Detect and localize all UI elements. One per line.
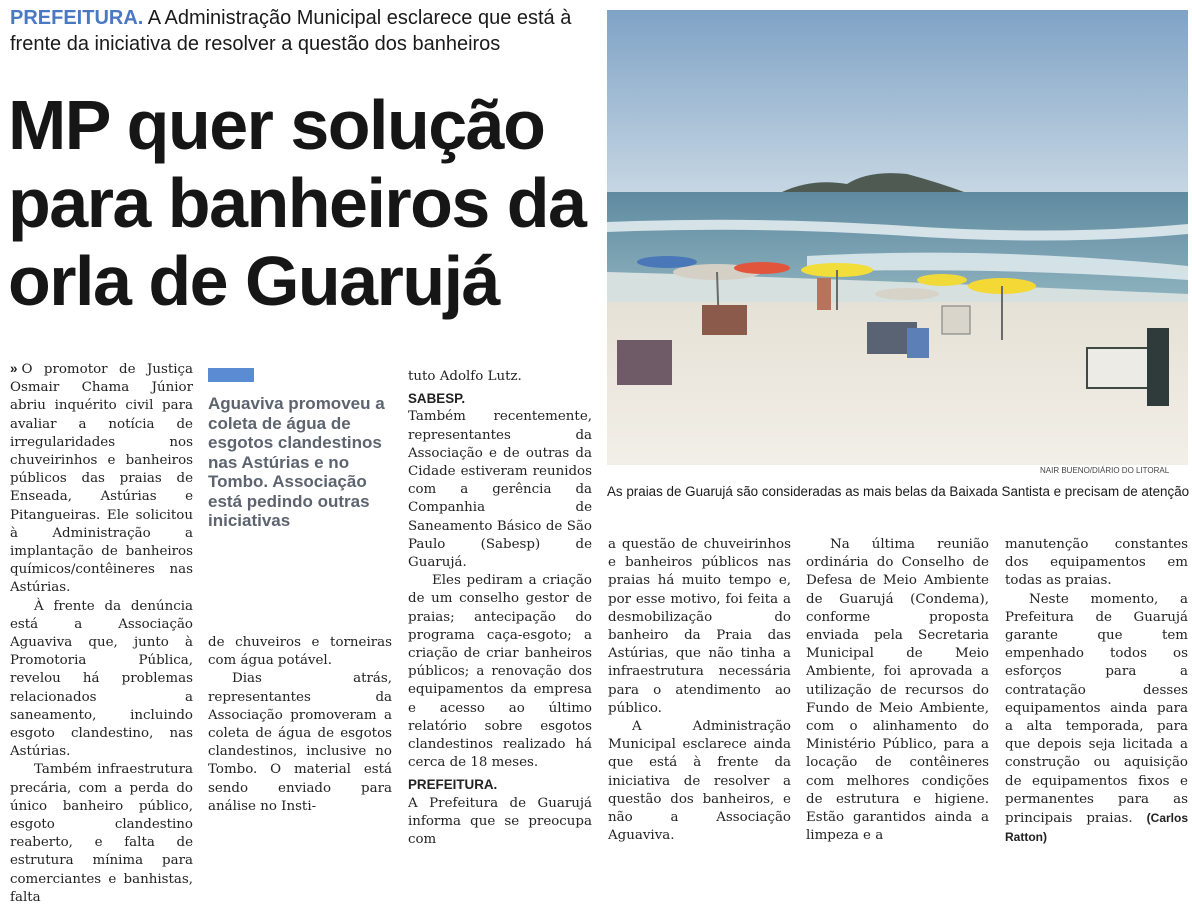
paragraph-text: O promotor de Justiça Osmair Chama Júnior abriu inquérito civil para avaliar a notícia de irregularidades nos chuveirinhos e banheiros públicos das praias de Enseada, Astúrias e Pitangueiras. Ele solicitou à Administração a implantação de banheiros químicos/contêineres nas Astúrias. [10,362,193,596]
paragraph-text: Neste momento, a Prefeitura de Guarujá garante que tem empenhado todos os esforços para a contratação desses equipamentos ainda para a alta temporada, para que depois seja licitada a construção ou aquisição de equipamentos fixos e permanentes para as principais praias. [1005,591,1188,827]
article-column-5 [806,536,989,845]
paragraph: A Prefeitura de Guarujá informa que se preocupa com [408,795,592,848]
headline [8,86,603,320]
closing-paragraph [1005,591,1188,848]
article-column-3 [408,368,592,849]
subhead-prefeitura: PREFEITURA. [408,777,498,793]
headline-line-1: MP quer solução [8,86,545,164]
paragraph: À frente da denúncia está a Associação Aguaviva que, junto à Promotoria Pública, revelou há problemas relacionados a saneamento, incluindo esgoto clandestino, nas Astúrias. [10,598,193,760]
paragraph: A Administração Municipal esclarece ainda que está à frente da iniciativa de resolver a questão dos banheiros, e não a Associação Aguaviva. [608,719,791,844]
kicker-text: A Administração Municipal esclarece que está à frente da iniciativa de resolver a questão dos banheiros [10,7,572,55]
article-column-4 [608,536,791,845]
article-column-6 [1005,536,1188,847]
paragraph: de chuveiros e torneiras com água potável. [208,635,392,669]
kicker [10,5,590,57]
article-column-1 [10,360,193,907]
pull-quote-accent-bar [208,368,254,382]
author-byline: (Carlos Ratton) [1005,811,1188,845]
subhead-sabesp: SABESP. [408,391,466,407]
headline-line-2: para banheiros da [8,164,586,242]
lead-paragraph [10,360,193,598]
headline-line-3: orla de Guarujá [8,242,499,320]
paragraph: a questão de chuveirinhos e banheiros públicos nas praias há muito tempo e, por esse motivo, foi feita a desmobilização do banheiro da Praia das Astúrias, que não tinha a infraestrutura necessária para o atendimento ao público. [608,537,791,716]
lead-marker-icon: » [10,361,18,376]
article-column-2 [208,634,392,816]
paragraph: Também recentemente, representantes da Associação e de outras da Cidade estiveram reunidos com a gerência da Companhia de Saneamento Básico de São Paulo (Sabesp) de Guarujá. [408,409,592,571]
photo-credit: NAIR BUENO/DIÁRIO DO LITORAL [1040,466,1170,475]
paragraph: Eles pediram a criação de um conselho gestor de praias; antecipação do programa caça-esgoto; a criação de criar banheiros públicos; a renovação dos equipamentos da empresa e acesso ao último relatório sobre esgotos clandestinos realizado há cerca de 18 meses. [408,573,592,771]
paragraph: Dias atrás, representantes da Associação promoveram a coleta de água de esgotos clandestinos, inclusive no Tombo. O material está sendo enviado para análise no Insti- [208,671,392,814]
paragraph: Na última reunião ordinária do Conselho de Defesa de Meio Ambiente de Guarujá (Condema), conforme proposta enviada pela Secretaria Municipal de Meio Ambiente, foi aprovada a utilização de recursos do Fundo de Meio Ambiente, com o alinhamento do Ministério Público, para a locação de contêineres com melhores condições de estrutura e higiene. Estão garantidos ainda a limpeza e a [806,537,989,844]
photo-caption: As praias de Guarujá são consideradas as mais belas da Baixada Santista e precisam de atenção [607,484,1190,499]
pull-quote: Aguaviva promoveu a coleta de água de esgotos clandestinos nas Astúrias e no Tombo. Associação está pedindo outras iniciativas [208,394,385,530]
paragraph: tuto Adolfo Lutz. [408,369,522,384]
paragraph: manutenção constantes dos equipamentos em todas as praias. [1005,537,1188,589]
beach-photo [607,10,1188,465]
beach-photo-illustration [607,10,1188,465]
paragraph: Também infraestrutura precária, com a perda do único banheiro público, esgoto clandestino reaberto, e falta de estrutura mínima para comerciantes e banhistas, falta [10,762,193,905]
kicker-tag: PREFEITURA. [10,7,144,29]
